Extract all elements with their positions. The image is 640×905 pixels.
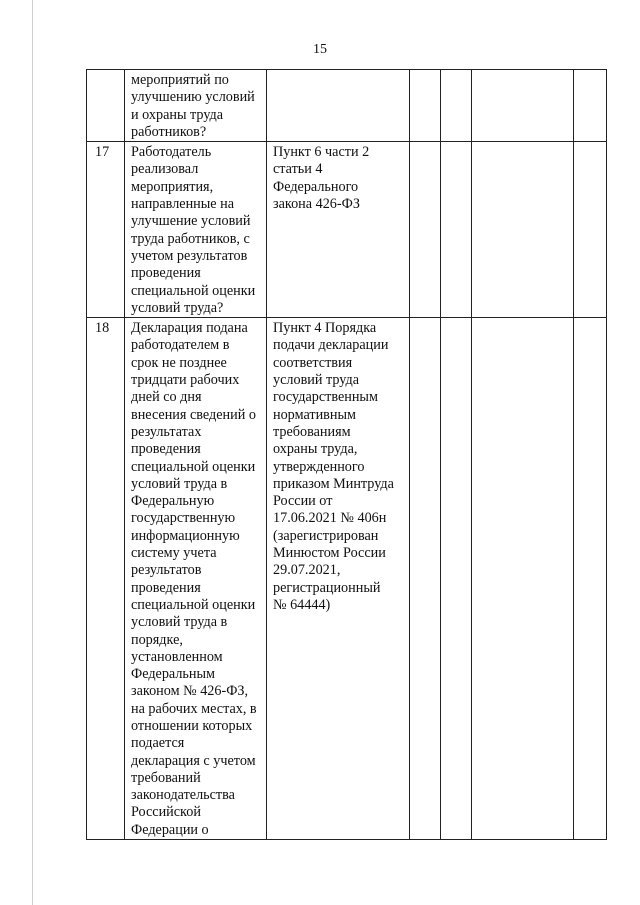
checklist-table <box>86 69 607 840</box>
row-question: Декларация подана работодателем в срок не позднее тридцати рабочих дней со дня внесения сведений о результатах проведения специальной оценки условий труда в Федеральную государственную информационную систему учета результатов проведения специальной оценки условий труда в порядке, установленном Федеральным законом № 426-ФЗ, на рабочих местах, в отношении которых подается декларация с учетом требований законодательства Российской Федерации о <box>125 318 267 840</box>
answer-no-cell <box>441 318 472 840</box>
answer-na-cell <box>472 142 574 318</box>
note-cell <box>574 70 607 142</box>
answer-no-cell <box>441 70 472 142</box>
row-number <box>87 70 125 142</box>
page-number: 15 <box>313 42 327 57</box>
scan-edge-mark <box>32 0 33 905</box>
answer-yes-cell <box>410 70 441 142</box>
note-cell <box>574 318 607 840</box>
table-row <box>87 318 607 840</box>
answer-no-cell <box>441 142 472 318</box>
answer-na-cell <box>472 70 574 142</box>
row-reference: Пункт 6 части 2 статьи 4 Федерального закона 426-ФЗ <box>267 142 410 318</box>
row-reference: Пункт 4 Порядка подачи декларации соответствия условий труда государственным нормативным требованиям охраны труда, утвержденного приказом Минтруда России от 17.06.2021 № 406н (зарегистрирован Минюстом России 29.07.2021, регистрационный № 64444) <box>267 318 410 840</box>
note-cell <box>574 142 607 318</box>
answer-na-cell <box>472 318 574 840</box>
table-row <box>87 70 607 142</box>
answer-yes-cell <box>410 142 441 318</box>
row-number: 17 <box>87 142 125 318</box>
answer-yes-cell <box>410 318 441 840</box>
row-question: Работодатель реализовал мероприятия, направленные на улучшение условий труда работников, с учетом результатов проведения специальной оценки условий труда? <box>125 142 267 318</box>
row-reference <box>267 70 410 142</box>
table-row <box>87 142 607 318</box>
row-question: мероприятий по улучшению условий и охраны труда работников? <box>125 70 267 142</box>
row-number: 18 <box>87 318 125 840</box>
